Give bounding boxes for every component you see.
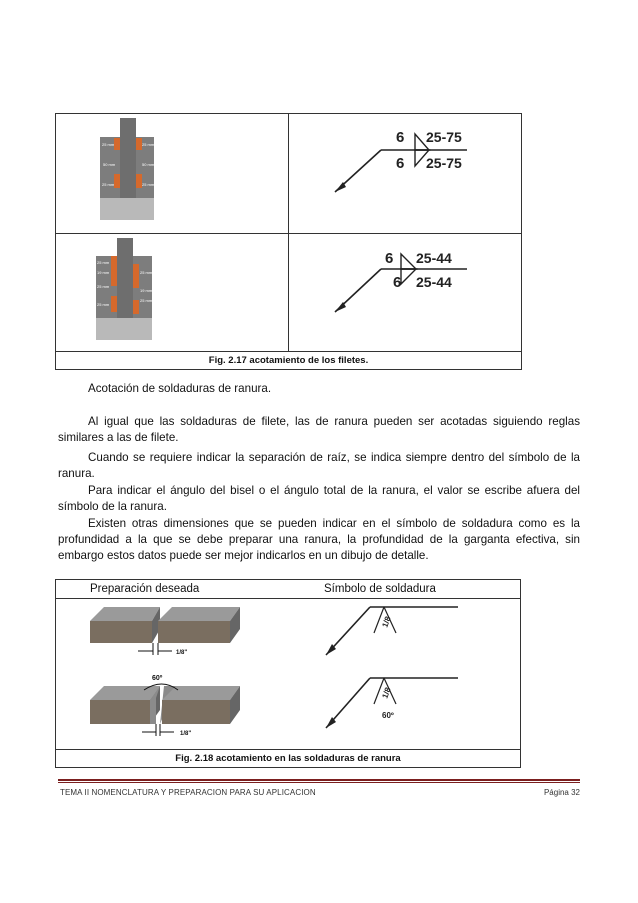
footer-rule <box>58 782 580 783</box>
dim-label: 19 mm <box>140 288 153 293</box>
section-title: Acotación de soldaduras de ranura. <box>88 382 272 395</box>
fillet-length-pitch-arrow-side: 25-44 <box>416 250 452 266</box>
dim-label: 25 mm <box>140 270 153 275</box>
fig-2-17-table <box>55 113 522 370</box>
dim-label: 25 mm <box>97 260 110 265</box>
square-groove-weld-symbol <box>288 599 520 663</box>
dim-label: 25 mm <box>140 298 153 303</box>
dim-label: 25 mm <box>97 302 110 307</box>
column-header-preparation: Preparación deseada <box>90 583 200 595</box>
fillet-weld-symbol-1 <box>289 114 521 228</box>
groove-angle-label: 60º <box>152 675 163 682</box>
fillet-size-other-side: 6 <box>393 274 402 291</box>
paragraph: Cuando se requiere indicar la separación de raíz, se indica siempre dentro del símbolo de la ranura. <box>58 451 580 480</box>
dim-label: 25 mm <box>102 182 115 187</box>
v-groove-weld-symbol <box>288 668 520 744</box>
fig-2-18-caption: Fig. 2.18 acotamiento en las soldaduras de ranura <box>56 750 521 768</box>
symbol-root-gap: 1/8 <box>380 686 393 700</box>
symbol-groove-angle: 60º <box>382 711 394 720</box>
fillet-size-other-side: 6 <box>396 155 405 172</box>
square-groove-drawing <box>56 599 288 663</box>
column-header-symbol: Símbolo de soldadura <box>324 583 436 595</box>
fig-2-17-r1-drawing <box>56 114 289 234</box>
paragraph: Para indicar el ángulo del bisel o el ángulo total de la ranura, el valor se escribe afuera del símbolo de la ranura. <box>58 484 580 513</box>
dim-label: 25 mm <box>142 142 155 147</box>
fig-2-18-table <box>55 579 521 768</box>
dim-label: 19 mm <box>97 270 110 275</box>
root-gap-label: 1/8" <box>176 650 188 656</box>
fillet-size-arrow-side: 6 <box>385 250 394 267</box>
dim-label: 25 mm <box>97 284 110 289</box>
footer-rule <box>58 779 580 781</box>
dim-label: 25 mm <box>102 142 115 147</box>
fig-2-18-header-cell <box>56 580 289 599</box>
fig-2-18-header-cell <box>288 580 521 599</box>
fillet-length-pitch-arrow-side: 25-75 <box>426 129 462 145</box>
fig-2-17-r2-symbol <box>289 234 522 352</box>
dim-label: 50 mm <box>142 162 155 167</box>
footer-chapter-title: TEMA II NOMENCLATURA Y PREPARACION PARA SU APLICACION <box>60 788 316 797</box>
footer-page-number: Página 32 <box>543 788 580 797</box>
fig-2-18-r2-symbol <box>288 668 521 750</box>
fig-2-17-r1-symbol <box>289 114 522 234</box>
fig-2-18-r1-symbol <box>288 599 521 669</box>
symbol-root-gap: 1/8 <box>380 615 393 629</box>
fillet-joint-drawing-1 <box>56 114 288 228</box>
root-gap-label: 1/8" <box>180 731 192 737</box>
dim-label: 50 mm <box>103 162 116 167</box>
fillet-size-arrow-side: 6 <box>396 129 405 146</box>
paragraph: Al igual que las soldaduras de filete, las de ranura pueden ser acotadas siguiendo reglas similares a las de filete. <box>58 415 580 444</box>
fillet-weld-symbol-2 <box>289 234 521 346</box>
fig-2-17-caption: Fig. 2.17 acotamiento de los filetes. <box>56 352 522 370</box>
dim-label: 25 mm <box>142 182 155 187</box>
fillet-length-pitch-other-side: 25-75 <box>426 155 462 171</box>
paragraph: Existen otras dimensiones que se pueden indicar en el símbolo de soldadura como es la profundidad a la que se debe preparar una ranura, la profundidad de la garganta efectiva, sin embargo estos datos puede ser mejor indicarlos en un dibujo de detalle. <box>58 517 580 562</box>
fig-2-17-r2-drawing <box>56 234 289 352</box>
fig-2-18-r1-drawing <box>56 599 289 669</box>
v-groove-drawing <box>56 668 288 744</box>
fillet-joint-drawing-2 <box>56 234 288 346</box>
fig-2-18-r2-drawing <box>56 668 289 750</box>
fillet-length-pitch-other-side: 25-44 <box>416 274 452 290</box>
